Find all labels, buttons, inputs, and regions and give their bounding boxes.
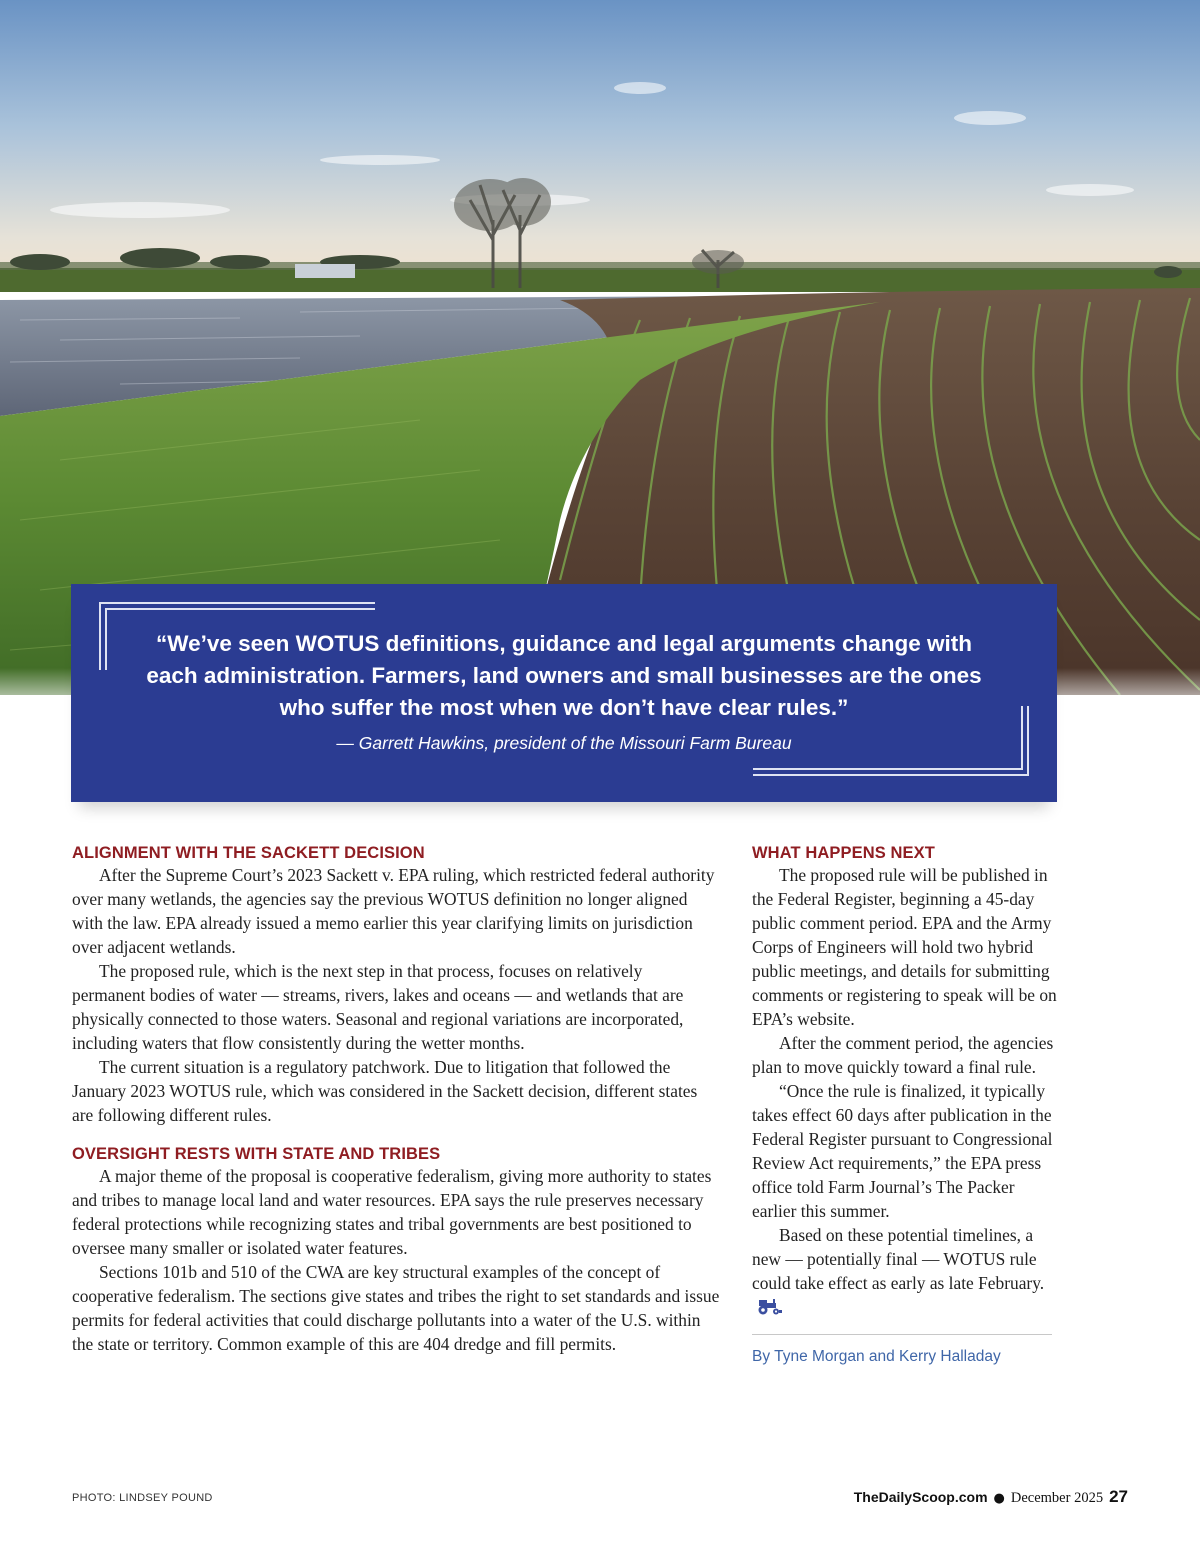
frame-corner-line bbox=[99, 602, 101, 670]
footer-site: TheDailyScoop.com bbox=[853, 1489, 988, 1505]
body-paragraph-final bbox=[752, 1223, 1060, 1319]
tractor-icon bbox=[756, 1298, 783, 1315]
body-paragraph: The current situation is a regulatory patchwork. Due to litigation that followed the January 2023 WOTUS rule, which was considered in the Sackett decision, different states are following different rules. bbox=[72, 1057, 698, 1125]
frame-corner-line bbox=[1021, 706, 1023, 770]
body-paragraph: The proposed rule will be published in the Federal Register, beginning a 45-day public comment period. EPA and the Army Corps of Engineers will hold two hybrid public meetings, and details for submitting comments or registering to speak will be on EPA’s website. bbox=[752, 865, 1057, 1029]
frame-corner-line bbox=[753, 768, 1023, 770]
footer-bullet: ● bbox=[993, 1491, 1005, 1506]
frame-corner-line bbox=[1027, 706, 1029, 776]
section-heading-next: WHAT HAPPENS NEXT bbox=[752, 844, 935, 862]
body-paragraph: The proposed rule, which is the next step in that process, focuses on relatively permanent bodies of water — streams, rivers, lakes and oceans — and wetlands that are physically connected to those waters. Seasonal and regional variations are incorporated, including waters that flow consistently during the wetter months. bbox=[72, 961, 684, 1053]
body-paragraph: After the Supreme Court’s 2023 Sackett v. EPA ruling, which restricted federal authority over many wetlands, the agencies say the previous WOTUS definition no longer aligned with the law. EPA already issued a memo earlier this year clarifying limits on jurisdiction over adjacent wetlands. bbox=[72, 865, 715, 957]
body-paragraph: After the comment period, the agencies plan to move quickly toward a final rule. bbox=[752, 1033, 1054, 1077]
photo-credit: PHOTO: LINDSEY POUND bbox=[72, 1492, 213, 1504]
section-heading-sackett: ALIGNMENT WITH THE SACKETT DECISION bbox=[72, 844, 425, 862]
section-heading-oversight: OVERSIGHT RESTS WITH STATE AND TRIBES bbox=[72, 1145, 441, 1163]
page-footer bbox=[854, 1487, 1128, 1507]
frame-corner-line bbox=[753, 774, 1029, 776]
article-right-column bbox=[752, 843, 1060, 1367]
body-paragraph: A major theme of the proposal is cooperative federalism, giving more authority to states and tribes to manage local land and water resources. EPA says the rule preserves necessary federal protections while recognizing states and tribal governments are best positioned to oversee many smaller or isolated water features. bbox=[72, 1166, 712, 1258]
final-paragraph-text: Based on these potential timelines, a new — potentially final — WOTUS rule could take effect as early as late February. bbox=[752, 1225, 1045, 1293]
body-paragraph: “Once the rule is finalized, it typically takes effect 60 days after publication in the Federal Register pursuant to Congressional Review Act requirements,” the EPA press office told Farm Journal’s The Packer earlier this summer. bbox=[752, 1081, 1053, 1221]
article-left-column bbox=[72, 843, 720, 1356]
body-paragraph: Sections 101b and 510 of the CWA are key structural examples of the concept of cooperative federalism. The sections give states and tribes the right to set standards and issue permits for federal activities that could discharge pollutants into a water of the U.S. within the state or territory. Common example of this are 404 dredge and fill permits. bbox=[72, 1262, 720, 1354]
pull-quote-text: “We’ve seen WOTUS definitions, guidance and legal arguments change with each administration. Farmers, land owners and small businesses are the ones who suffer the most when we don’t have clear rules.” bbox=[146, 631, 982, 720]
byline: By Tyne Morgan and Kerry Halladay bbox=[752, 1348, 1001, 1365]
footer-date: December 2025 bbox=[1010, 1490, 1104, 1506]
frame-corner-line bbox=[99, 602, 375, 604]
frame-corner-line bbox=[105, 608, 375, 610]
page-number: 27 bbox=[1109, 1487, 1128, 1506]
pull-quote-box bbox=[71, 584, 1057, 802]
byline-divider bbox=[752, 1334, 1052, 1335]
frame-corner-line bbox=[105, 608, 107, 670]
pull-quote-attribution: — Garrett Hawkins, president of the Missouri Farm Bureau bbox=[336, 733, 792, 753]
